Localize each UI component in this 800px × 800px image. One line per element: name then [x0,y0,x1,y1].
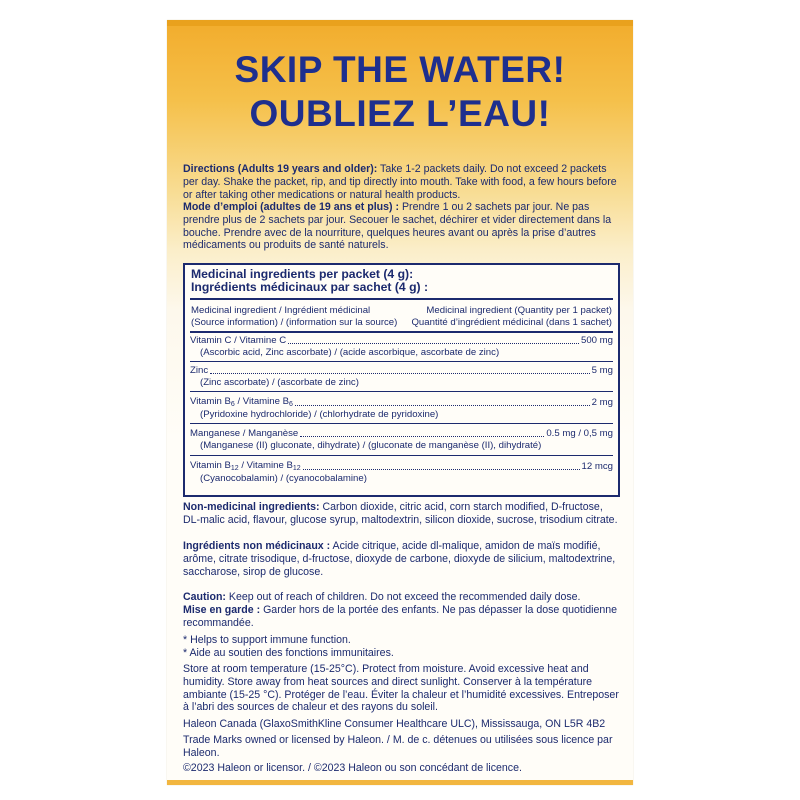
row-divider [190,455,613,456]
column-header-right-line1: Medicinal ingredient (Quantity per 1 packet) [426,305,612,316]
non-medicinal-french [183,540,619,578]
non-medicinal-label-fr: Ingrédients non médicinaux : [183,540,331,552]
ingredient-name: Vitamin $B_{12}$ / Vitamine $B_{12}$ [190,460,301,472]
directions-text: Take 1-2 packets daily. Do not exceed 2 packets per day. Shake the packet, rip, and tip directly into mouth. Take with food, a few hours before or after taking other medications or natural health products. [183,163,617,201]
non-medicinal-label: Non-medicinal ingredients: [183,501,320,513]
row-divider [190,361,613,362]
ingredient-quantity: 0.5 mg / 0,5 mg [546,428,613,439]
non-medicinal-text: Carbon dioxide, citric acid, corn starch modified, D-fructose, DL-malic acid, flavour, glucose syrup, maltodextrin, silicon dioxide, sucrose, trisodium citrate. [183,501,618,526]
directions-label: Directions (Adults 19 years and older): [183,163,378,175]
caution-text: Keep out of reach of children. Do not exceed the recommended daily dose. [225,591,581,603]
package-top-edge [167,20,633,26]
ingredient-name: Manganese / Manganèse [190,428,299,439]
storage-instructions: Store at room temperature (15-25°C). Protect from moisture. Avoid excessive heat and humidity. Store away from heat sources and direct sunlight. Conserver à la température ambiante (15-25 °C). Protéger de l’eau. Éviter la chaleur et l’humidité excessives. Entreposer à l’abri des sources de chaleur et des rayons du soleil. [183,663,619,714]
table-divider [190,331,613,333]
package-bottom-edge [167,780,633,785]
ingredient-name: Zinc [190,365,209,376]
caution-french [183,604,619,630]
caution-label: Caution: [183,591,226,603]
claim-english: * Helps to support immune function. [183,634,351,646]
ingredient-name: Vitamin C / Vitamine C [190,335,287,346]
company-address: Haleon Canada (GlaxoSmithKline Consumer Healthcare ULC), Mississauga, ON L5R 4B2 [183,718,606,730]
column-header-left-line2: (Source information) / (information sur la source) [191,316,398,328]
table-row [190,396,613,420]
row-divider [190,423,613,424]
ingredients-title-french: Ingrédients médicinaux par sachet (4 g) : [191,280,429,294]
claim-french: * Aide au soutien des fonctions immunitaires. [183,647,394,659]
column-header-right [411,305,612,328]
table-row [190,335,613,358]
ingredient-quantity: 2 mg [591,397,613,408]
mise-en-garde-text: Garder hors de la portée des enfants. Ne pas dépasser la dose quotidienne recommandée. [183,604,618,629]
table-row [190,460,613,484]
table-row [190,365,613,388]
mode-emploi-label: Mode d’emploi (adultes de 19 ans et plus) : [183,201,400,213]
copyright-notice: ©2023 Haleon or licensor. / ©2023 Haleon ou son concédant de licence. [183,762,522,774]
column-header-left-line1: Medicinal ingredient / Ingrédient médicinal [191,305,371,316]
headline-english: SKIP THE WATER! [234,49,566,90]
headline-french: OUBLIEZ L’EAU! [249,93,551,134]
caution-english [183,591,619,604]
ingredients-title-english: Medicinal ingredients per packet (4 g): [191,267,414,281]
ingredient-quantity: 5 mg [591,365,613,376]
ingredient-source: (Pyridoxine hydrochloride) / (chlorhydrate de pyridoxine) [200,408,439,420]
ingredient-source: (Ascorbic acid, Zinc ascorbate) / (acide ascorbique, ascorbate de zinc) [200,346,500,358]
column-header-right-line2: Quantité d’ingrédient médicinal (dans 1 sachet) [411,316,612,328]
package-back-panel [167,20,633,785]
ingredient-quantity: 500 mg [581,335,613,346]
trademark-notice: Trade Marks owned or licensed by Haleon. / M. de c. détenues ou utilisées sous licence par Haleon. [183,734,613,759]
ingredient-quantity: 12 mcg [581,461,613,472]
column-header-left [191,305,397,328]
mise-en-garde-label: Mise en garde : [183,604,261,616]
medicinal-ingredients-table [183,263,620,497]
directions-english [183,163,619,201]
ingredient-source: (Cyanocobalamin) / (cyanocobalamine) [200,472,367,484]
table-row [190,428,613,451]
non-medicinal-english [183,501,619,527]
ingredient-name: Vitamin $B_6$ / Vitamine $B_6$ [190,396,293,408]
table-divider [190,298,613,300]
directions-french [183,201,619,252]
mode-emploi-text: Prendre 1 ou 2 sachets par jour. Ne pas prendre plus de 2 sachets par jour. Secouer le sachet, déchirer et vider directement dans la bouche. Prendre avec de la nourriture, quelques heures avant ou après la prise d’autres médicaments ou produits de santé naturels. [183,201,612,252]
non-medicinal-text-fr: Acide citrique, acide dl-malique, amidon de maïs modifié, arôme, citrate trisodique, d-fructose, dioxyde de carbone, dioxyde de silicium, maltodextrine, saccharose, sirop de glucose. [183,540,616,578]
row-divider [190,391,613,392]
ingredient-source: (Zinc ascorbate) / (ascorbate de zinc) [200,376,359,388]
ingredient-source: (Manganese (II) gluconate, dihydrate) / (gluconate de manganèse (II), dihydraté) [200,439,542,451]
